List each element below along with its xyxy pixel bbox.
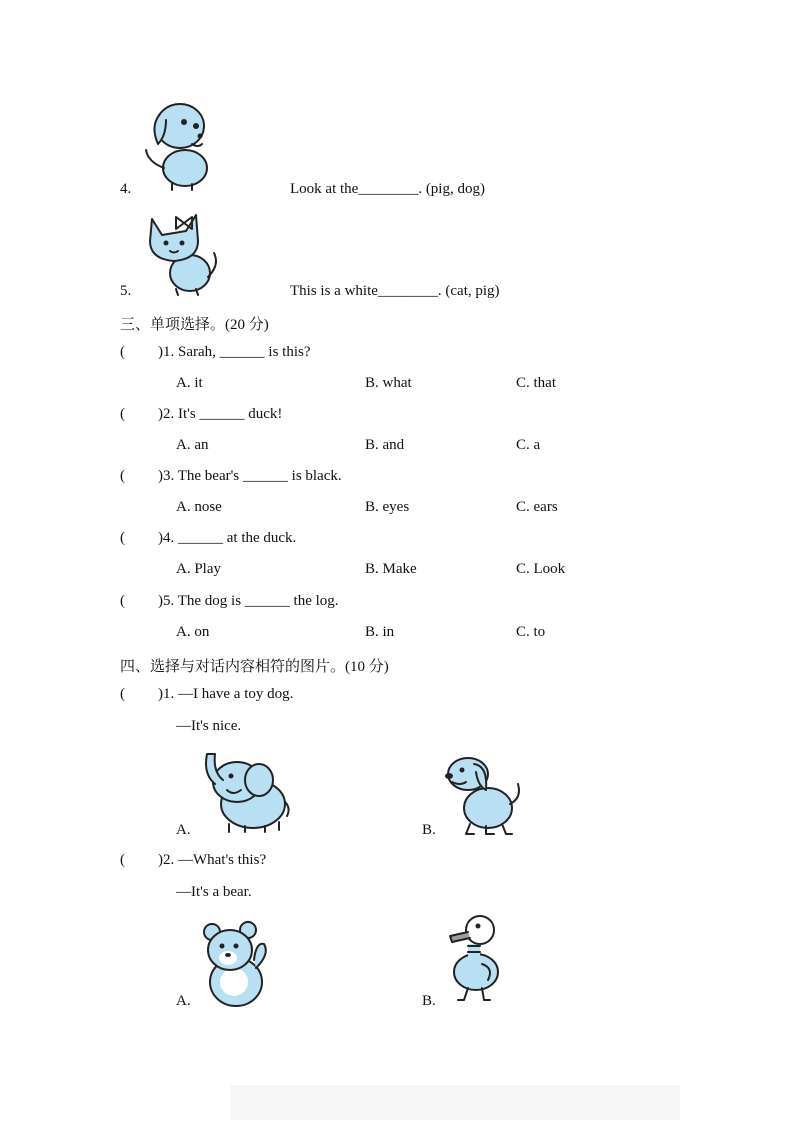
bear-icon xyxy=(198,920,278,1010)
option-a-picture[interactable] xyxy=(195,744,293,841)
option-a-label[interactable]: A. xyxy=(176,822,191,838)
fill-blank-sentence-5: This is a white________. (cat, pig) xyxy=(290,283,500,299)
option-a[interactable]: A. on xyxy=(176,624,210,640)
option-a-label[interactable]: A. xyxy=(176,993,191,1009)
option-a[interactable]: A. an xyxy=(176,437,209,453)
question-stem: )5. The dog is ______ the log. xyxy=(158,593,339,609)
option-c[interactable]: C. that xyxy=(516,375,556,391)
option-c[interactable]: C. Look xyxy=(516,561,566,577)
answer-bracket[interactable]: ( xyxy=(120,530,125,546)
answer-bracket[interactable]: ( xyxy=(120,468,125,484)
dialogue-line-2: —It's a bear. xyxy=(176,884,252,900)
option-b[interactable]: B. Make xyxy=(365,561,417,577)
question-stem: )2. It's ______ duck! xyxy=(158,406,283,422)
option-b[interactable]: B. and xyxy=(365,437,405,453)
answer-bracket[interactable]: ( xyxy=(120,593,125,609)
dialogue-line-2: —It's nice. xyxy=(176,718,242,734)
answer-bracket[interactable]: ( xyxy=(120,344,125,360)
cat-icon xyxy=(140,205,222,297)
item-number-5: 5. xyxy=(120,283,132,299)
dog-icon xyxy=(440,750,524,838)
fill-blank-sentence-4: Look at the________. (pig, dog) xyxy=(290,181,485,197)
question-stem: )1. Sarah, ______ is this? xyxy=(158,344,311,360)
option-a[interactable]: A. nose xyxy=(176,499,222,515)
dog-picture-q4 xyxy=(140,96,218,197)
option-b-picture[interactable] xyxy=(440,750,524,843)
option-b[interactable]: B. eyes xyxy=(365,499,410,515)
question-stem: )4. ______ at the duck. xyxy=(158,530,297,546)
elephant-icon xyxy=(195,744,293,836)
option-b[interactable]: B. what xyxy=(365,375,412,391)
option-a[interactable]: A. Play xyxy=(176,561,221,577)
option-b-label[interactable]: B. xyxy=(422,822,436,838)
dialogue-line-1: )2. —What's this? xyxy=(158,852,267,868)
option-b-label[interactable]: B. xyxy=(422,993,436,1009)
option-c[interactable]: C. to xyxy=(516,624,546,640)
scan-shadow xyxy=(230,1085,680,1120)
item-number-4: 4. xyxy=(120,181,132,197)
option-c[interactable]: C. a xyxy=(516,437,541,453)
section-4-title: 四、选择与对话内容相符的图片。(10 分) xyxy=(120,659,389,675)
question-stem: )3. The bear's ______ is black. xyxy=(158,468,342,484)
section-3-title: 三、单项选择。(20 分) xyxy=(120,317,269,333)
answer-bracket[interactable]: ( xyxy=(120,686,125,702)
answer-bracket[interactable]: ( xyxy=(120,406,125,422)
option-a[interactable]: A. it xyxy=(176,375,203,391)
answer-bracket[interactable]: ( xyxy=(120,852,125,868)
dialogue-line-1: )1. —I have a toy dog. xyxy=(158,686,294,702)
option-a-picture[interactable] xyxy=(198,920,278,1015)
option-c[interactable]: C. ears xyxy=(516,499,558,515)
dog-icon xyxy=(140,96,218,192)
duck-icon xyxy=(442,910,506,1006)
option-b-picture[interactable] xyxy=(442,910,506,1011)
option-b[interactable]: B. in xyxy=(365,624,395,640)
cat-picture-q5 xyxy=(140,205,222,302)
